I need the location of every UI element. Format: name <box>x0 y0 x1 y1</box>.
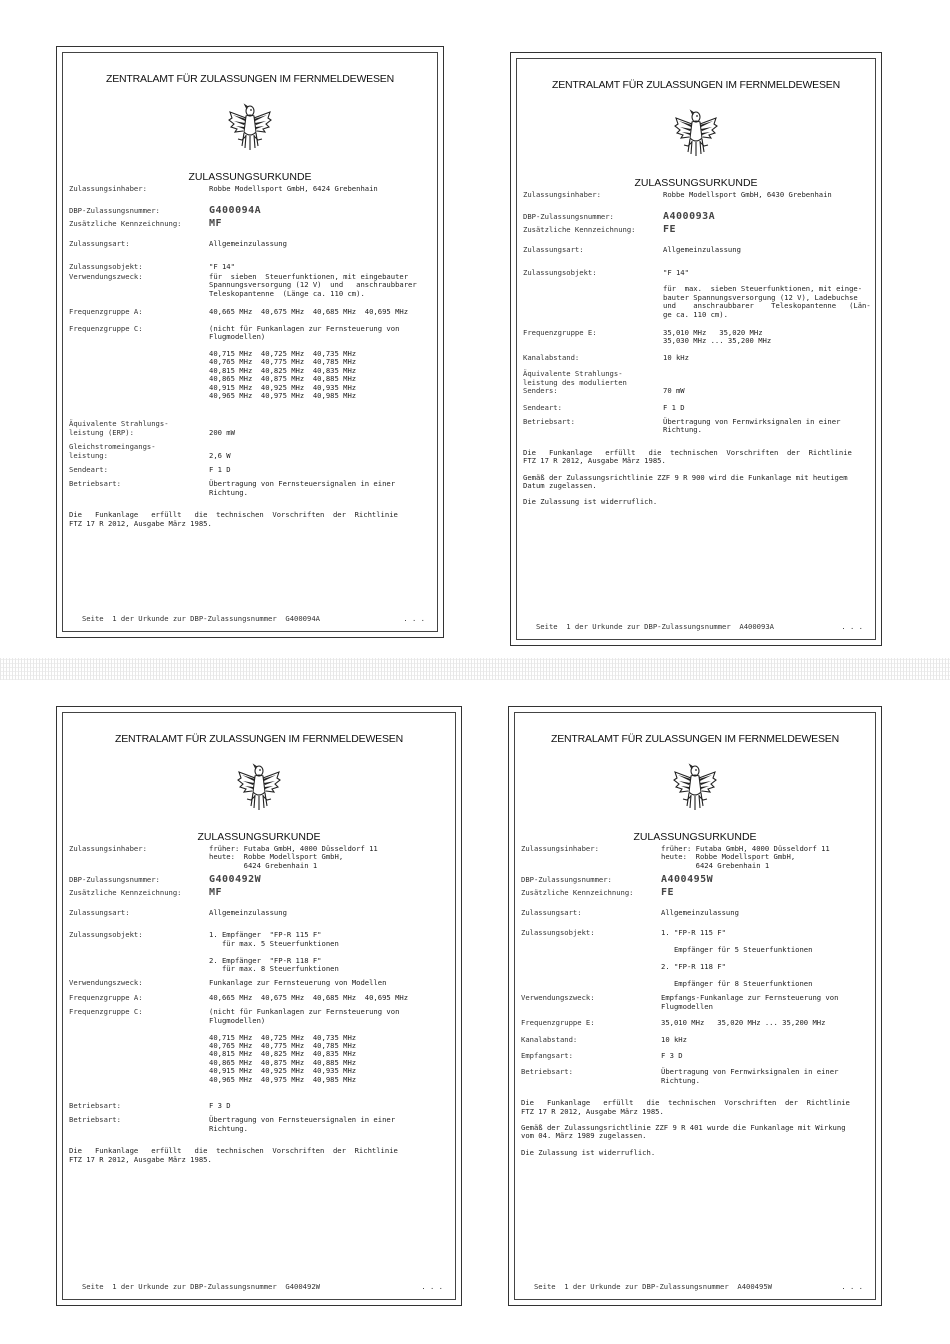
footer-text: Seite 1 der Urkunde zur DBP-Zulassungsnummer A400495W <box>521 1282 772 1291</box>
field-value-line: F 1 D <box>209 464 231 474</box>
field-row <box>69 1102 443 1110</box>
field-value-line: Richtung. <box>661 1075 700 1085</box>
paragraph-line: Die Funkanlage erfüllt die technischen Vorschriften der Richtlinie <box>69 510 398 520</box>
field-value <box>661 876 863 884</box>
field-value <box>663 370 863 395</box>
field-value-line: für max. 8 Steuerfunktionen <box>209 964 339 974</box>
field-value <box>209 1102 443 1110</box>
page-footer <box>69 1282 443 1291</box>
field-value-line: 2. Empfänger "FP-R 118 F" <box>209 955 322 965</box>
field-value <box>663 418 863 435</box>
field-value-line: A400093A <box>663 211 716 223</box>
field-value-line: 40,715 MHz 40,725 MHz 40,735 MHz <box>209 1032 357 1042</box>
field-value <box>661 1036 863 1044</box>
field-label: Zusätzliche Kennzeichnung: <box>521 887 634 897</box>
field-value-line: Flugmodellen) <box>209 1015 266 1025</box>
field-row <box>521 876 863 884</box>
field-row <box>69 909 443 917</box>
field-value-line: 1. Empfänger "FP-R 115 F" <box>209 930 322 940</box>
field-row <box>523 404 863 412</box>
field-value <box>209 420 425 437</box>
field-label: Zulassungsart: <box>69 239 130 249</box>
field-label: Äquivalente Strahlungs- leistung (ERP): <box>69 419 169 437</box>
field-row <box>521 886 863 898</box>
field-value-line <box>209 420 425 428</box>
field-value <box>209 185 425 193</box>
paragraph-line: Die Funkanlage erfüllt die technischen Vorschriften der Richtlinie <box>521 1098 850 1108</box>
field-value-line: G400094A <box>209 205 262 217</box>
field-label: DBP-Zulassungsnummer: <box>521 875 612 885</box>
field-row <box>521 1052 863 1060</box>
field-value-line: 40,715 MHz 40,725 MHz 40,735 MHz <box>209 348 357 358</box>
field-value-line: Robbe Modellsport GmbH, 6424 Grebenhain <box>209 184 378 193</box>
field-label: Frequenzgruppe C: <box>69 1007 143 1017</box>
field-row <box>69 886 443 898</box>
field-label: Zulassungsart: <box>523 245 584 255</box>
field-value <box>663 223 863 235</box>
field-value-line: Allgemeinzulassung <box>209 239 287 249</box>
footer-text: Seite 1 der Urkunde zur DBP-Zulassungsnummer G400094A <box>69 614 320 623</box>
field-value <box>661 886 863 898</box>
field-value <box>209 480 425 497</box>
field-value-line: 2,6 W <box>209 450 231 460</box>
field-value <box>209 325 425 401</box>
field-row <box>521 1019 863 1027</box>
field-row <box>69 240 425 248</box>
legal-paragraph <box>69 1147 443 1164</box>
legal-paragraph <box>523 498 863 506</box>
field-label: Sendeart: <box>523 402 562 412</box>
field-row <box>521 929 863 988</box>
field-row <box>69 207 425 215</box>
field-value-line: (nicht für Funkanlagen zur Fernsteuerung von <box>209 323 400 333</box>
field-value-line: und anschraubbarer Teleskopantenne (Län- <box>663 301 871 311</box>
field-value-line: Robbe Modellsport GmbH, 6430 Grebenhain <box>663 190 832 199</box>
field-value-line: MF <box>209 217 223 229</box>
field-value-line: Allgemeinzulassung <box>661 908 739 918</box>
field-value-line: "F 14" <box>663 267 689 277</box>
field-value-line: Funkanlage zur Fernsteuerung von Modellen <box>209 978 387 988</box>
field-value-line: 40,665 MHz 40,675 MHz 40,685 MHz 40,695 MHz <box>209 307 409 317</box>
field-value <box>209 886 443 898</box>
footer-text: Seite 1 der Urkunde zur DBP-Zulassungsnummer A400093A <box>523 622 774 631</box>
field-value <box>209 876 443 884</box>
field-row <box>523 267 871 319</box>
field-row <box>69 480 425 497</box>
field-label: Zulassungsobjekt: <box>523 267 597 277</box>
authority-header: ZENTRALAMT FÜR ZULASSUNGEN IM FERNMELDEWESEN <box>115 733 403 745</box>
certificate-fields <box>523 190 871 507</box>
field-row <box>69 308 425 316</box>
field-value-line <box>663 370 863 378</box>
field-value-line: MF <box>209 886 223 898</box>
field-value <box>663 246 863 254</box>
field-value <box>663 329 863 346</box>
field-label: Zulassungsart: <box>521 908 582 918</box>
field-value-line: heute: Robbe Modellsport GmbH, <box>661 852 796 862</box>
field-value <box>209 466 425 474</box>
field-value <box>209 979 443 987</box>
field-value-line: bauter Spannungsversorgung (12 V), Ladebuchse <box>663 292 858 302</box>
field-value-line: 10 kHz <box>663 352 689 362</box>
field-value <box>209 263 425 271</box>
field-label: Empfangsart: <box>521 1050 573 1060</box>
legal-paragraph <box>521 1149 863 1157</box>
federal-eagle-icon <box>671 762 719 816</box>
field-label: Zulassungsinhaber: <box>523 190 601 199</box>
field-value-line: früher: Futaba GmbH, 4000 Düsseldorf 11 <box>661 844 830 853</box>
field-row <box>69 263 425 271</box>
field-value-line: 6424 Grebenhain 1 <box>661 860 770 870</box>
field-value-line: 70 mW <box>663 386 685 396</box>
certificate-fields <box>69 185 425 528</box>
footer-continuation-dots: . . . <box>841 622 863 631</box>
field-value-line: F 1 D <box>663 402 685 412</box>
field-value <box>663 404 863 412</box>
field-value-line: (nicht für Funkanlagen zur Fernsteuerung von <box>209 1007 400 1017</box>
paragraph-line: Die Zulassung ist widerruflich. <box>521 1147 656 1157</box>
field-row <box>69 931 443 973</box>
paragraph-line: Die Funkanlage erfüllt die technischen Vorschriften der Richtlinie <box>69 1146 398 1156</box>
field-row <box>69 1116 443 1133</box>
field-label: Frequenzgruppe A: <box>69 992 143 1002</box>
field-value <box>663 191 863 199</box>
field-value-line: heute: Robbe Modellsport GmbH, <box>209 852 344 862</box>
footer-continuation-dots: . . . <box>403 614 425 623</box>
field-value <box>209 931 443 973</box>
field-label: Betriebsart: <box>521 1067 573 1077</box>
field-value-line: Empfangs-Funkanlage zur Fernsteuerung von <box>661 993 839 1003</box>
field-label: Betriebsart: <box>69 1115 121 1125</box>
field-row <box>69 185 425 193</box>
field-label: Kanalabstand: <box>521 1034 578 1044</box>
field-row <box>69 217 425 229</box>
field-value-line: Übertragung von Fernsteuersignalen in einer <box>209 479 396 489</box>
field-value-line: 40,815 MHz 40,825 MHz 40,835 MHz <box>209 1049 357 1059</box>
field-label: DBP-Zulassungsnummer: <box>69 206 160 216</box>
federal-eagle-icon <box>672 108 720 162</box>
certificate-a400495w <box>508 706 882 1306</box>
certificate-title: ZULASSUNGSURKUNDE <box>188 171 312 183</box>
field-value <box>661 1068 863 1085</box>
footer-continuation-dots: . . . <box>421 1282 443 1291</box>
certificate-g400492w <box>56 706 462 1306</box>
field-value <box>661 845 863 870</box>
field-label: Frequenzgruppe A: <box>69 307 143 317</box>
paragraph-line: vom 04. März 1989 zugelassen. <box>521 1131 647 1141</box>
field-label: Sendeart: <box>69 464 108 474</box>
field-value-line: Empfänger für 8 Steuerfunktionen <box>661 978 813 988</box>
legal-paragraph <box>521 1099 863 1116</box>
field-value-line: A400495W <box>661 874 714 886</box>
field-value-line: 35,010 MHz 35,020 MHz <box>663 328 763 338</box>
legal-paragraph <box>523 449 863 466</box>
field-label: Zulassungsinhaber: <box>521 844 599 853</box>
field-value-line: Empfänger für 5 Steuerfunktionen <box>661 945 813 955</box>
field-row <box>69 876 443 884</box>
field-label: Zulassungsobjekt: <box>69 930 143 940</box>
paragraph-line: FTZ 17 R 2012, Ausgabe März 1985. <box>69 518 212 528</box>
certificate-title: ZULASSUNGSURKUNDE <box>197 831 321 843</box>
field-label: Zusätzliche Kennzeichnung: <box>69 887 182 897</box>
field-value <box>663 267 871 319</box>
field-label: Zulassungsart: <box>69 908 130 918</box>
field-value-line: 35,010 MHz 35,020 MHz ... 35,200 MHz <box>661 1018 826 1028</box>
field-label: Betriebsart: <box>69 479 121 489</box>
field-row <box>523 354 863 362</box>
field-value-line: 40,965 MHz 40,975 MHz 40,985 MHz <box>209 1074 357 1084</box>
field-value <box>209 443 425 460</box>
field-row <box>521 1036 863 1044</box>
field-value-line: Teleskopantenne (Länge ca. 110 cm). <box>209 288 365 298</box>
field-value-line: 1. "FP-R 115 F" <box>661 928 726 938</box>
field-value <box>209 1008 443 1084</box>
field-value-line: 10 kHz <box>661 1034 687 1044</box>
field-value-line: Richtung. <box>209 1123 248 1133</box>
field-value-line: 35,030 MHz ... 35,200 MHz <box>663 336 772 346</box>
paragraph-line: Datum zugelassen. <box>523 480 597 490</box>
field-row <box>69 273 425 298</box>
field-value-line: 40,965 MHz 40,975 MHz 40,985 MHz <box>209 390 357 400</box>
field-value-line: F 3 D <box>209 1100 231 1110</box>
field-label: Frequenzgruppe E: <box>523 328 597 338</box>
field-label: DBP-Zulassungsnummer: <box>69 875 160 885</box>
field-row <box>521 909 863 917</box>
field-value-line: 6424 Grebenhain 1 <box>209 860 318 870</box>
field-value-line: Richtung. <box>663 425 702 435</box>
field-label: Zulassungsinhaber: <box>69 184 147 193</box>
field-label: DBP-Zulassungsnummer: <box>523 212 614 222</box>
field-row <box>69 420 425 437</box>
field-value-line <box>663 379 863 387</box>
paragraph-line: Gemäß der Zulassungsrichtlinie ZZF 9 R 900 wird die Funkanlage mit heutigem <box>523 472 848 482</box>
paragraph-line: Gemäß der Zulassungsrichtlinie ZZF 9 R 401 wurde die Funkanlage mit Wirkung <box>521 1122 846 1132</box>
field-label: Zulassungsobjekt: <box>69 261 143 271</box>
scan-artifact <box>0 658 950 680</box>
federal-eagle-icon <box>226 102 274 156</box>
field-value-line: 40,815 MHz 40,825 MHz 40,835 MHz <box>209 365 357 375</box>
field-value <box>661 1052 863 1060</box>
field-label: Zulassungsinhaber: <box>69 844 147 853</box>
field-value-line: 40,665 MHz 40,675 MHz 40,685 MHz 40,695 MHz <box>209 992 409 1002</box>
field-value-line: FE <box>661 886 675 898</box>
field-row <box>523 223 863 235</box>
certificate-a400093a <box>510 52 882 646</box>
field-value-line: Übertragung von Fernwirksignalen in einer <box>661 1067 839 1077</box>
field-value-line: G400492W <box>209 874 262 886</box>
field-value <box>209 308 425 316</box>
field-value <box>661 929 863 988</box>
field-row <box>521 1068 863 1085</box>
field-value <box>209 273 425 298</box>
field-label: Zusätzliche Kennzeichnung: <box>69 218 182 228</box>
field-value-line: 2. "FP-R 118 F" <box>661 962 726 972</box>
paragraph-line: Die Funkanlage erfüllt die technischen Vorschriften der Richtlinie <box>523 447 852 457</box>
field-label: Gleichstromeingangs- leistung: <box>69 442 156 460</box>
field-value-line: Allgemeinzulassung <box>209 908 287 918</box>
field-row <box>523 418 863 435</box>
field-value <box>661 1019 863 1027</box>
field-label: Verwendungszweck: <box>69 978 143 988</box>
field-label: Zulassungsobjekt: <box>521 928 595 938</box>
field-value <box>209 207 425 215</box>
field-value-line: Übertragung von Fernwirksignalen in einer <box>663 416 841 426</box>
field-value-line: F 3 D <box>661 1050 683 1060</box>
field-value-line: 40,865 MHz 40,875 MHz 40,885 MHz <box>209 1057 357 1067</box>
field-value <box>661 994 863 1011</box>
field-value-line: 40,865 MHz 40,875 MHz 40,885 MHz <box>209 374 357 384</box>
field-value-line: ge ca. 110 cm). <box>663 309 728 319</box>
field-value-line: Flugmodellen) <box>209 332 266 342</box>
footer-text: Seite 1 der Urkunde zur DBP-Zulassungsnummer G400492W <box>69 1282 320 1291</box>
field-value-line: Richtung. <box>209 487 248 497</box>
field-row <box>523 213 863 221</box>
field-value-line: für sieben Steuerfunktionen, mit eingebauter <box>209 272 409 282</box>
certificate-title: ZULASSUNGSURKUNDE <box>634 177 758 189</box>
legal-paragraph <box>523 474 863 491</box>
field-value <box>209 217 425 229</box>
field-value-line: Spannungsversorgung (12 V) und anschraubbarer <box>209 280 417 290</box>
page-footer <box>521 1282 863 1291</box>
field-label: Kanalabstand: <box>523 352 580 362</box>
field-label: Frequenzgruppe C: <box>69 323 143 333</box>
field-label: Zusätzliche Kennzeichnung: <box>523 224 636 234</box>
field-value <box>209 909 443 917</box>
field-row <box>69 979 443 987</box>
certificate-fields <box>521 845 863 1157</box>
field-row <box>69 845 443 870</box>
field-label: Verwendungszweck: <box>69 272 143 282</box>
authority-header: ZENTRALAMT FÜR ZULASSUNGEN IM FERNMELDEWESEN <box>552 79 840 91</box>
legal-paragraph <box>521 1124 863 1141</box>
field-value-line: "F 14" <box>209 261 235 271</box>
field-value <box>209 994 443 1002</box>
field-row <box>523 191 863 199</box>
certificate-g400094a <box>56 46 444 638</box>
field-value-line <box>209 443 425 451</box>
paragraph-line: FTZ 17 R 2012, Ausgabe März 1985. <box>69 1154 212 1164</box>
field-row <box>69 325 425 401</box>
field-row <box>523 329 863 346</box>
authority-header: ZENTRALAMT FÜR ZULASSUNGEN IM FERNMELDEWESEN <box>551 733 839 745</box>
legal-paragraph <box>69 511 425 528</box>
page-footer <box>523 622 863 631</box>
page-footer <box>69 614 425 623</box>
footer-continuation-dots: . . . <box>841 1282 863 1291</box>
certificate-title: ZULASSUNGSURKUNDE <box>633 831 757 843</box>
field-row <box>69 466 425 474</box>
field-label: Verwendungszweck: <box>521 993 595 1003</box>
certificate-fields <box>69 845 443 1164</box>
field-value-line: Allgemeinzulassung <box>663 245 741 255</box>
field-value-line: 40,765 MHz 40,775 MHz 40,785 MHz <box>209 1040 357 1050</box>
field-value <box>209 1116 443 1133</box>
field-row <box>523 370 863 395</box>
field-value <box>661 909 863 917</box>
field-value <box>209 845 443 870</box>
paragraph-line: FTZ 17 R 2012, Ausgabe März 1985. <box>523 456 666 466</box>
field-value-line: früher: Futaba GmbH, 4000 Düsseldorf 11 <box>209 844 378 853</box>
field-value-line: 200 mW <box>209 427 235 437</box>
federal-eagle-icon <box>235 762 283 816</box>
field-row <box>69 1008 443 1084</box>
paragraph-line: Die Zulassung ist widerruflich. <box>523 497 658 507</box>
field-row <box>69 994 443 1002</box>
field-value-line: FE <box>663 223 677 235</box>
field-value <box>663 213 863 221</box>
field-value-line: für max. sieben Steuerfunktionen, mit einge- <box>663 284 863 294</box>
field-label: Betriebsart: <box>523 416 575 426</box>
field-value-line: 40,765 MHz 40,775 MHz 40,785 MHz <box>209 357 357 367</box>
field-row <box>521 994 863 1011</box>
field-row <box>521 845 863 870</box>
field-value <box>663 354 863 362</box>
field-label: Äquivalente Strahlungs- leistung des modulierten Senders: <box>523 369 627 396</box>
field-row <box>523 246 863 254</box>
authority-header: ZENTRALAMT FÜR ZULASSUNGEN IM FERNMELDEWESEN <box>106 73 394 85</box>
field-value-line: Übertragung von Fernsteuersignalen in einer <box>209 1115 396 1125</box>
field-value-line: 40,915 MHz 40,925 MHz 40,935 MHz <box>209 1066 357 1076</box>
field-label: Betriebsart: <box>69 1100 121 1110</box>
paragraph-line: FTZ 17 R 2012, Ausgabe März 1985. <box>521 1106 664 1116</box>
field-label: Frequenzgruppe E: <box>521 1018 595 1028</box>
field-value-line: für max. 5 Steuerfunktionen <box>209 938 339 948</box>
field-value <box>209 240 425 248</box>
field-row <box>69 443 425 460</box>
field-value-line: Flugmodellen <box>661 1001 713 1011</box>
field-value-line: 40,915 MHz 40,925 MHz 40,935 MHz <box>209 382 357 392</box>
